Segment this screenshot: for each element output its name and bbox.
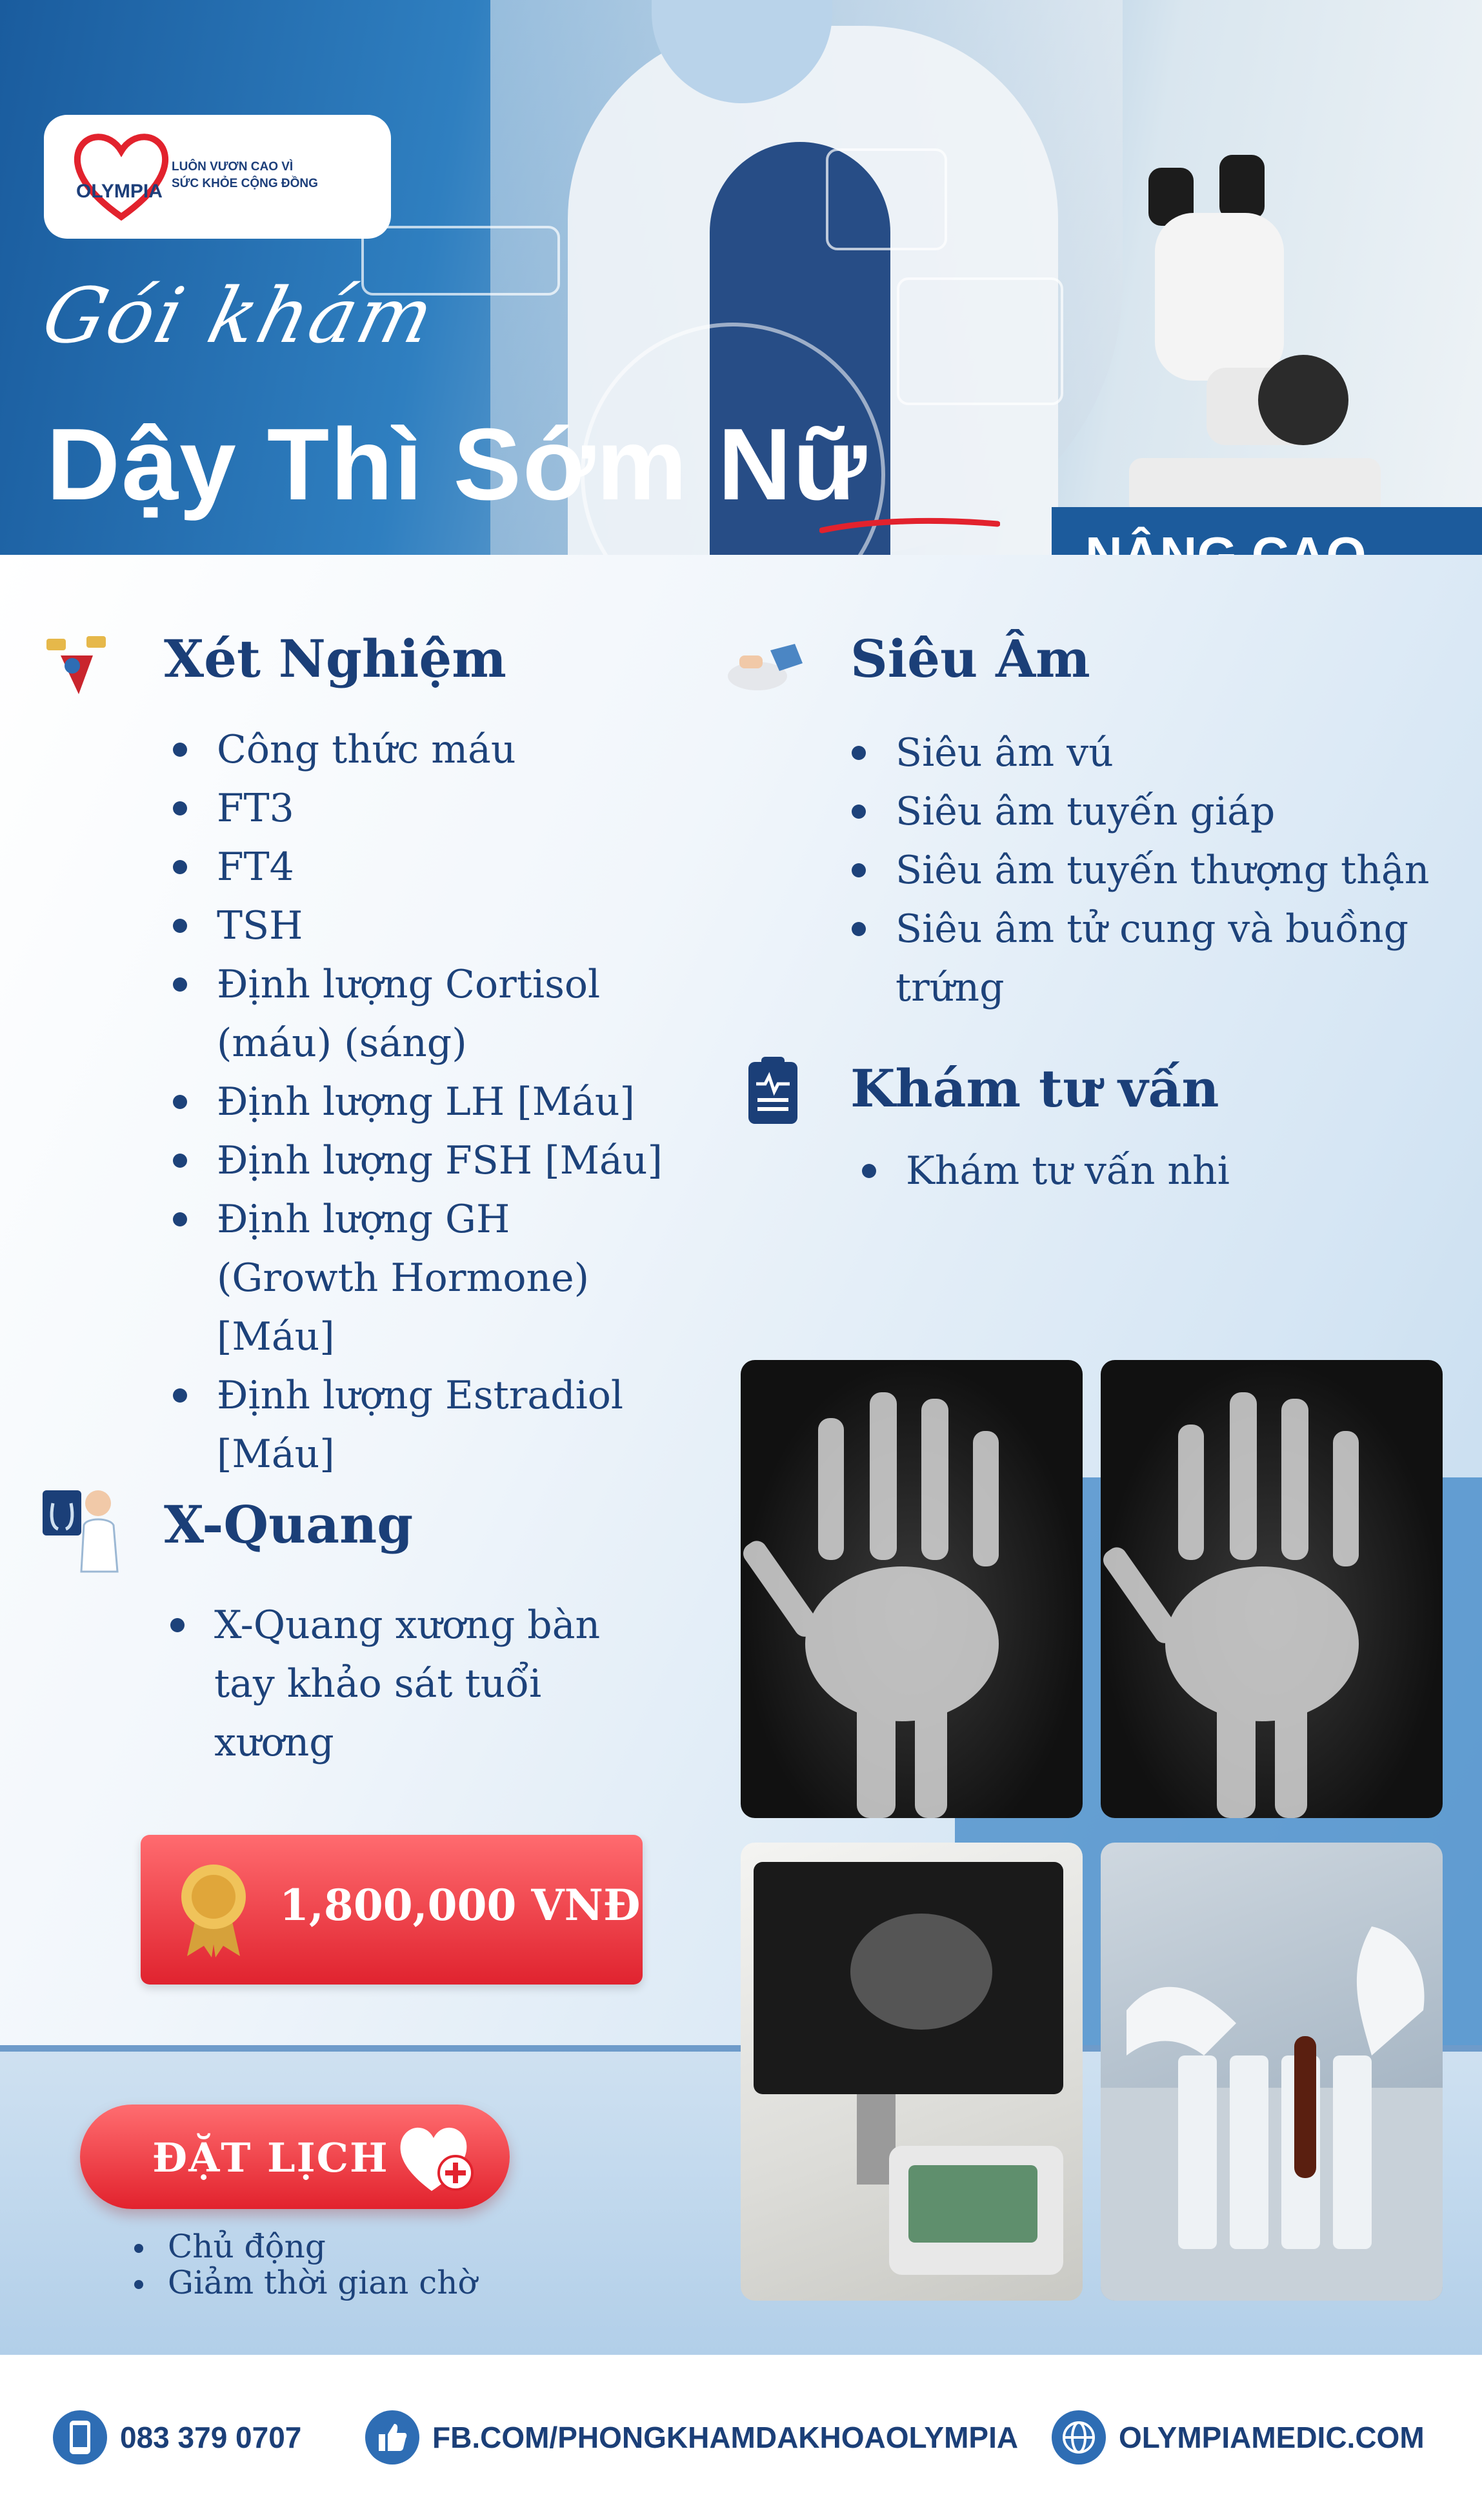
list-item: Khám tư vấn nhi: [862, 1142, 1443, 1201]
list-item-continuation: trứng: [896, 965, 1005, 1010]
list-item-continuation: xương: [214, 1720, 334, 1765]
list-item-continuation: (máu) (sáng): [217, 1021, 467, 1066]
list-item: FT3: [173, 779, 702, 838]
svg-text:OLYMPIA: OLYMPIA: [76, 181, 163, 202]
phone-number: 083 379 0707: [120, 2421, 302, 2454]
heart-logo-icon: [70, 128, 173, 225]
xray-doctor-icon: [39, 1484, 123, 1574]
list-item: Giảm thời gian chờ: [134, 2265, 586, 2301]
facebook-url: FB.COM/PHONGKHAMDAKHOAOLYMPIA: [432, 2421, 1019, 2454]
hand-xray-illustration: [741, 1360, 1083, 1818]
price-badge: [141, 1835, 643, 1985]
list-item: Siêu âm vú: [852, 724, 1471, 783]
list-item-continuation: (Growth Hormone): [217, 1255, 590, 1301]
list-item: TSH: [173, 897, 702, 955]
section-title-sieu-am: Siêu Âm: [850, 628, 1090, 689]
book-appointment-button[interactable]: [80, 2105, 510, 2209]
hand-xray-photo: [1101, 1360, 1443, 1818]
ultrasound-machine-illustration: [741, 1843, 1083, 2301]
list-item: Siêu âm tuyến thượng thận: [852, 841, 1471, 900]
script-subtitle: Gói khám: [34, 271, 445, 360]
ultrasound-machine-photo: [741, 1843, 1083, 2301]
ultrasound-probe-icon: [725, 637, 809, 695]
booking-benefits-list: [134, 2228, 586, 2301]
section-title-x-quang: X-Quang: [164, 1494, 414, 1555]
list-item: X-Quang xương bàn: [170, 1596, 699, 1655]
phone-icon: [53, 2410, 107, 2465]
list-item: Công thức máu: [173, 721, 702, 779]
xet-nghiem-list: [173, 721, 702, 1484]
footer-contact-bar: [0, 2355, 1482, 2520]
hud-panel-decoration: [897, 277, 1063, 405]
list-item: Siêu âm tuyến giáp: [852, 783, 1471, 841]
list-item-continuation: [Máu]: [217, 1314, 335, 1359]
brand-slogan-line1: LUÔN VƯƠN CAO VÌ: [172, 160, 294, 174]
list-item-continuation: [Máu]: [217, 1432, 335, 1477]
kham-tu-van-list: [862, 1142, 1443, 1201]
list-item: Chủ động: [134, 2228, 586, 2265]
hand-xray-illustration: [1101, 1360, 1443, 1818]
x-quang-list: [170, 1596, 699, 1772]
section-title-kham-tu-van: Khám tư vấn: [850, 1058, 1219, 1119]
brand-slogan-line2: SỨC KHỎE CỘNG ĐỒNG: [172, 177, 318, 190]
list-item: Định lượng Estradiol: [173, 1366, 702, 1425]
globe-icon: [1052, 2410, 1106, 2465]
facebook-link[interactable]: [365, 2410, 1018, 2465]
award-medal-icon: [178, 1861, 249, 1957]
list-item: Định lượng FSH [Máu]: [173, 1132, 702, 1190]
thumbs-up-icon: [365, 2410, 419, 2465]
book-button-label: ĐẶT LỊCH: [152, 2134, 389, 2181]
website-link[interactable]: [1052, 2410, 1425, 2465]
lab-test-tube-photo: [1101, 1843, 1443, 2301]
list-item: Siêu âm tử cung và buồng: [852, 900, 1471, 959]
brand-slogan: [172, 159, 378, 192]
website-url: OLYMPIAMEDIC.COM: [1119, 2421, 1425, 2454]
microscope-illustration: [1110, 155, 1381, 516]
phone-contact[interactable]: [53, 2410, 301, 2465]
lab-illustration: [1101, 1843, 1443, 2301]
header-banner: [0, 0, 1482, 555]
heart-plus-icon: [396, 2121, 474, 2194]
list-item: Định lượng LH [Máu]: [173, 1073, 702, 1132]
list-item: FT4: [173, 838, 702, 897]
list-item: Định lượng GH: [173, 1190, 702, 1249]
price-value: 1,800,000 VNĐ: [279, 1880, 641, 1930]
medical-record-icon: [746, 1055, 800, 1126]
blood-test-icon: [41, 630, 112, 701]
section-title-xet-nghiem: Xét Nghiệm: [164, 628, 506, 689]
title-underline: [819, 516, 1000, 535]
sieu-am-list: [852, 724, 1471, 1017]
brand-logo: [44, 115, 391, 239]
list-item-continuation: tay khảo sát tuổi: [214, 1661, 542, 1706]
hud-panel-decoration: [826, 148, 947, 250]
list-item: Định lượng Cortisol: [173, 955, 702, 1014]
page-title: Dậy Thì Sớm Nữ: [46, 408, 868, 521]
hand-xray-photo: [741, 1360, 1083, 1818]
